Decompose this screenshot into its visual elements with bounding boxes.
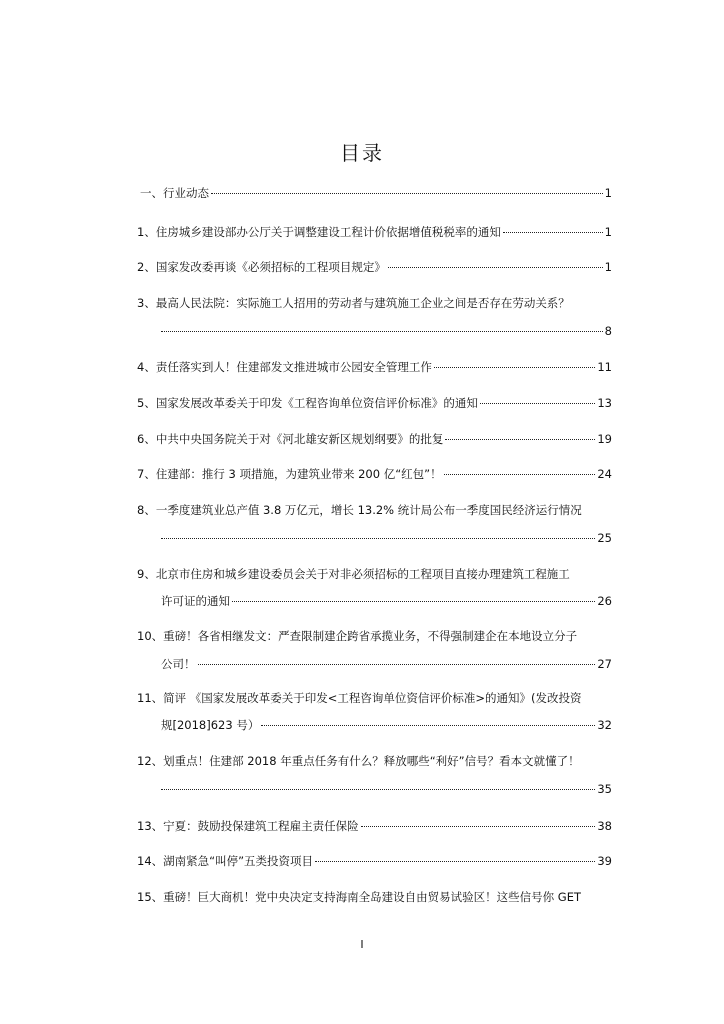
- toc-entry[interactable]: [140, 185, 612, 201]
- toc-page-number: 32: [597, 718, 612, 732]
- toc-entry-title-cont: 许可证的通知: [161, 594, 230, 608]
- toc-page-number: 38: [597, 819, 612, 833]
- toc-page-number: 26: [597, 594, 612, 608]
- toc-page-number: 35: [597, 782, 612, 796]
- toc-page-number: 1: [604, 225, 612, 239]
- leader-dots: [261, 724, 595, 726]
- toc-entry-title-cont: 公司！: [161, 657, 196, 671]
- toc-entry-title: 8、一季度建筑业总产值 3.8 万亿元，增长 13.2% 统计局公布一季度国民经济运行情况: [137, 503, 582, 517]
- toc-entry-title: 6、中共中央国务院关于对《河北雄安新区规划纲要》的批复: [137, 432, 444, 446]
- toc-entry-title-cont: 规[2018]623 号）: [161, 718, 260, 732]
- toc-entry-title: 13、宁夏：鼓励投保建筑工程雇主责任保险: [137, 819, 359, 833]
- toc-entry-line2[interactable]: [161, 656, 612, 672]
- toc-entry[interactable]: [137, 359, 612, 375]
- toc-entry[interactable]: [137, 224, 612, 240]
- leader-dots: [445, 438, 595, 440]
- leader-dots: [480, 402, 596, 404]
- toc-entry-line2[interactable]: [161, 717, 612, 733]
- page-title: 目录: [340, 141, 384, 165]
- toc-entry[interactable]: [137, 853, 612, 869]
- toc-entry-line1[interactable]: [137, 295, 612, 311]
- toc-entry-line2[interactable]: [161, 323, 612, 339]
- toc-entry-line1[interactable]: [137, 628, 612, 644]
- toc-entry-title: 15、重磅！巨大商机！党中央决定支持海南全岛建设自由贸易试验区！这些信号你 GET: [137, 890, 581, 904]
- toc-entry-title: 2、国家发改委再谈《必须招标的工程项目规定》: [137, 260, 386, 274]
- toc-entry-line2[interactable]: [161, 781, 612, 797]
- leader-dots: [444, 473, 596, 475]
- toc-entry-line1[interactable]: [137, 753, 612, 769]
- toc-entry[interactable]: [137, 889, 612, 905]
- leader-dots: [361, 825, 596, 827]
- leader-dots: [232, 600, 595, 602]
- toc-entry-title: 9、北京市住房和城乡建设委员会关于对非必须招标的工程项目直接办理建筑工程施工: [137, 567, 570, 581]
- leader-dots: [161, 788, 595, 790]
- toc-entry-title: 7、住建部：推行 3 项措施，为建筑业带来 200 亿“红包”！: [137, 467, 442, 481]
- toc-page-number: 24: [597, 467, 612, 481]
- toc-entry[interactable]: [137, 259, 612, 275]
- toc-entry-title: 4、责任落实到人！住建部发文推进城市公园安全管理工作: [137, 360, 432, 374]
- leader-dots: [434, 366, 596, 368]
- toc-entry[interactable]: [137, 466, 612, 482]
- toc-entry-title: 10、重磅！各省相继发文：严查限制建企跨省承揽业务，不得强制建企在本地设立分子: [137, 629, 578, 643]
- toc-page-number: 1: [604, 260, 612, 274]
- leader-dots: [388, 266, 603, 268]
- toc-page-number: 8: [604, 324, 612, 338]
- leader-dots: [161, 537, 595, 539]
- toc-page-number: 11: [597, 360, 612, 374]
- toc-entry-title: 12、划重点！住建部 2018 年重点任务有什么？释放哪些“利好”信号？看本文就懂了！: [137, 754, 580, 768]
- leader-dots: [503, 231, 603, 233]
- toc-entry[interactable]: [137, 395, 612, 411]
- toc-page-number: 25: [597, 531, 612, 545]
- toc-entry-line1[interactable]: [137, 502, 612, 518]
- toc-page-number: 27: [597, 657, 612, 671]
- toc-entry-title: 14、湖南紧急“叫停”五类投资项目: [137, 854, 314, 868]
- toc-entry-line1[interactable]: [137, 566, 612, 582]
- toc-entry-line2[interactable]: [161, 530, 612, 546]
- toc-page-number: 1: [604, 186, 612, 200]
- toc-page-number: 19: [597, 432, 612, 446]
- leader-dots: [161, 330, 603, 332]
- toc-entry[interactable]: [137, 818, 612, 834]
- toc-entry-line2[interactable]: [161, 593, 612, 609]
- toc-page-number: 13: [597, 396, 612, 410]
- leader-dots: [315, 860, 595, 862]
- toc-entry-line1[interactable]: [137, 690, 612, 706]
- toc-entry-title: 1、住房城乡建设部办公厅关于调整建设工程计价依据增值税税率的通知: [137, 225, 501, 239]
- leader-dots: [198, 663, 596, 665]
- toc-page-number: 39: [597, 854, 612, 868]
- toc-entry-title: 一、行业动态: [140, 186, 209, 200]
- page-number-footer: I: [360, 938, 364, 951]
- toc-entry-title: 5、国家发展改革委关于印发《工程咨询单位资信评价标准》的通知: [137, 396, 478, 410]
- toc-entry[interactable]: [137, 431, 612, 447]
- toc-entry-title: 11、简评 《国家发展改革委关于印发<工程咨询单位资信评价标准>的通知》(发改投资: [137, 691, 582, 705]
- leader-dots: [211, 192, 603, 194]
- toc-entry-title: 3、最高人民法院：实际施工人招用的劳动者与建筑施工企业之间是否存在劳动关系？: [137, 296, 570, 310]
